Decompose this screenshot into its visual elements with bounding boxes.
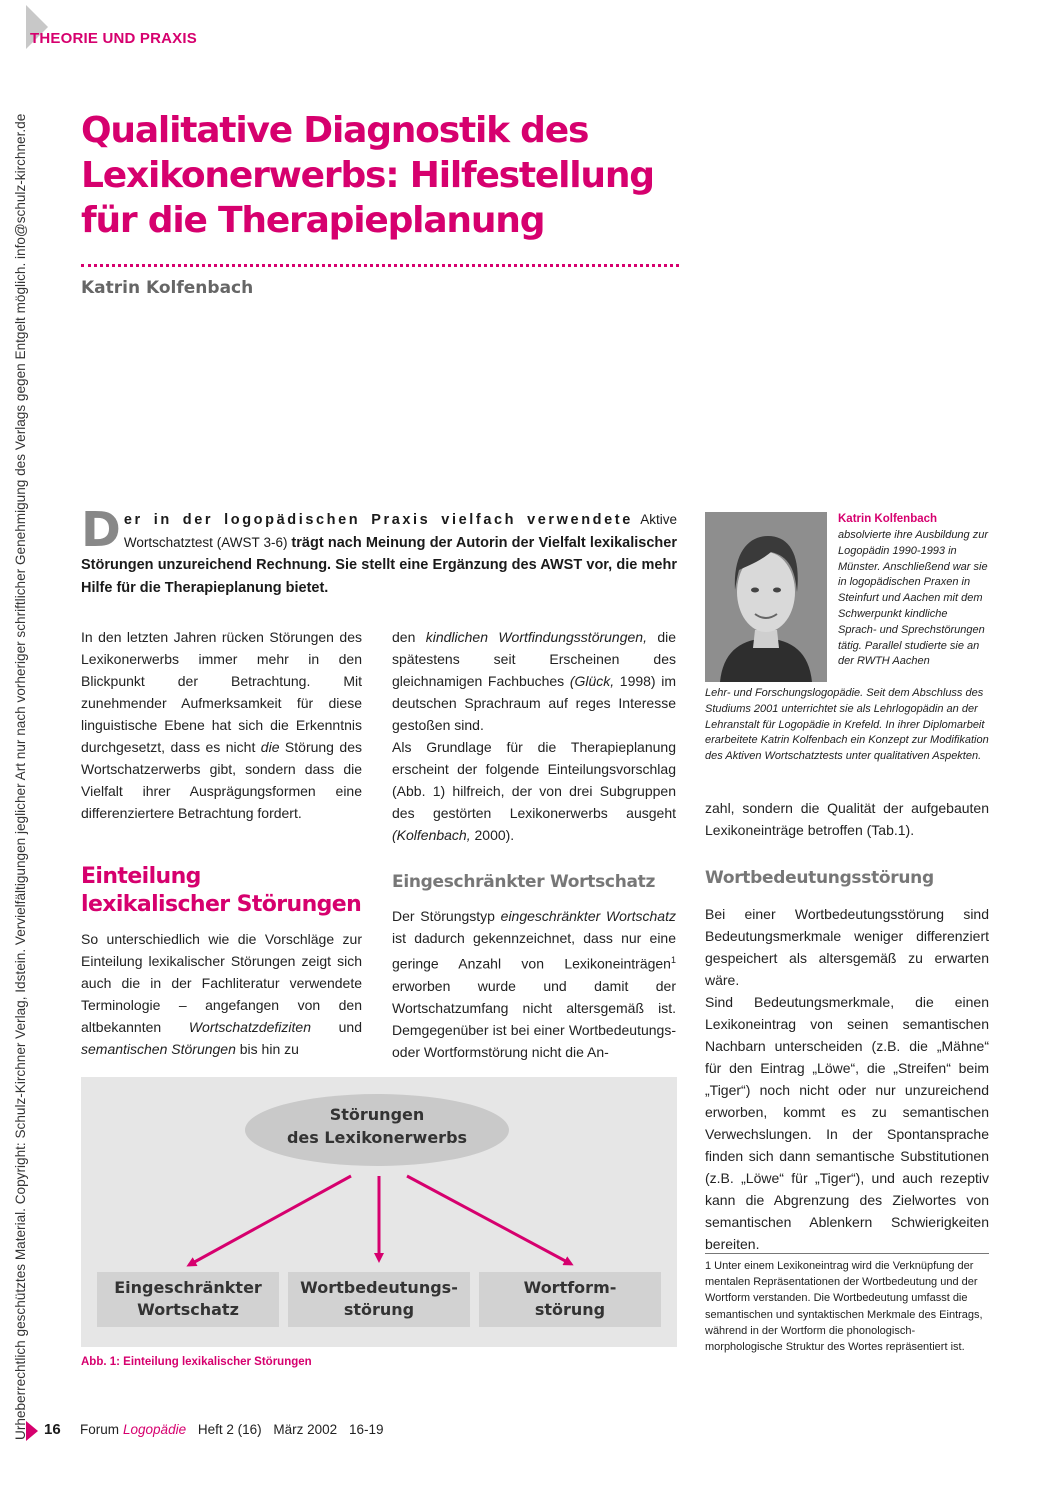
paragraph — [392, 626, 676, 736]
column3-text: zahl, sondern die Qualität der aufgebauten Lexikoneinträge betroffen (Tab.1). — [705, 800, 989, 838]
footnote-rule — [705, 1253, 989, 1254]
page-number: 16 — [44, 1421, 61, 1438]
text-run: In den letzten Jahren rücken Störungen des Lexikonerwerbs immer mehr in den Blickpunkt der Betrachtung. Mit zunehmender Aufmerksamkeit für diese linguistische Ebene hat sich die Erkenntnis durchgesetzt, dass es nicht — [81, 629, 362, 755]
heading-einteilung — [81, 863, 361, 919]
bio-text: absolvierte ihre Ausbildung zur Logopädin 1990-1993 in Münster. Anschließend war sie in logopädischen Praxen in Steinfurt und Aachen mit dem Schwerpunkt kindliche Sprach- und Sprechstörungen tätig. Parallel studierte sie an der RWTH Aachen — [838, 529, 989, 668]
lead-bold: er in der logopädischen Praxis vielfach verwendete — [123, 512, 633, 528]
wortbedeutung-text — [705, 903, 989, 1255]
text-run: Störung des Wortschatzerwerbs gibt, sondern dass die Vielfalt ihrer Ausprägungsformen eine differenziertere Betrachtung fordert. — [81, 739, 362, 821]
title-line: Qualitative Diagnostik des — [81, 110, 589, 151]
text-run-italic: die — [260, 739, 280, 755]
category-label: Wortschatz — [137, 1300, 239, 1319]
heading-line: lexikalischer Störungen — [81, 892, 362, 917]
footer-triangle-icon — [26, 1421, 38, 1441]
article-author: Katrin Kolfenbach — [81, 278, 254, 298]
root-node-label: des Lexikonerwerbs — [286, 1128, 468, 1147]
text-run-italic: (Kolfenbach, — [392, 827, 471, 843]
text-run: die spätestens seit Erscheinen des gleichnamigen Fachbuches — [392, 629, 677, 689]
drop-cap: D — [81, 502, 121, 558]
text-run-italic: Wortschatzdefiziten — [188, 1019, 311, 1035]
text-run: 2000). — [470, 827, 515, 843]
title-line: für die Therapieplanung — [81, 200, 545, 241]
issue: Heft 2 (16) — [197, 1422, 262, 1437]
einteilung-paragraph — [81, 928, 362, 1060]
text-run: 1998) im deutschen Sprachraum auf reges Interesse gestoßen sind. — [392, 673, 676, 733]
lead-bold: trägt nach Meinung der Autorin der Vielfalt lexikalischer Störungen unzureichend Rechnung. Sie stellt eine Ergänzung des AWST vor, die mehr Hilfe für die Therapieplanung bietet. — [81, 534, 677, 596]
text-run: bis hin zu — [235, 1041, 299, 1057]
footer-journal-info — [80, 1422, 392, 1437]
text-run: erworben wurde und damit der Wortschatzumfang nicht altersgemäß ist. Demgegenüber ist bei einer Wortbedeutungs- oder Wortformstörung nicht die An- — [392, 977, 676, 1060]
figure-caption: Abb. 1: Einteilung lexikalischer Störungen — [81, 1356, 312, 1368]
title-dotted-divider — [81, 264, 679, 267]
arrow-left — [189, 1176, 351, 1265]
category-label: Wortbedeutungs- — [300, 1278, 458, 1297]
vertical-copyright-notice: Urheberrechtlich geschütztes Material. Copyright: Schulz-Kirchner Verlag, Idstein. Vervielfältigungen jeglicher Art nur nach vorheriger schriftlicher Genehmigung des Verlags gegen Entgelt möglich. info@schulz-kirchner.de — [13, 113, 28, 1440]
bio-author-name: Katrin Kolfenbach — [838, 513, 938, 525]
journal-name: Forum — [80, 1422, 120, 1437]
author-photo — [705, 512, 827, 682]
text-run: Der Störungstyp — [392, 908, 501, 924]
text-run: ist dadurch gekennzeichnet, dass nur eine geringe Anzahl von Lexikoneinträgen — [392, 930, 676, 972]
date: März 2002 — [273, 1422, 338, 1437]
text-run-italic: (Glück, — [569, 673, 615, 689]
section-label: THEORIE UND PRAXIS — [30, 30, 197, 47]
heading-wortbedeutungsstoerung: Wortbedeutungsstörung — [705, 868, 934, 888]
category-label: Eingeschränkter — [114, 1278, 262, 1297]
text-run: und — [311, 1019, 362, 1035]
figure-diagram — [81, 1077, 677, 1347]
text-run-italic: kindlichen Wortfindungsstörungen, — [425, 629, 647, 645]
text-run: So unterschiedlich wie die Vorschläge zur Einteilung lexikalischer Störungen zeigt sich auch die in der Fachliteratur verwendete Terminologie – angefangen von den altbekannten — [81, 931, 362, 1035]
lead-normal: Aktive Wortschatztest (AWST 3-6) — [123, 512, 677, 550]
lead-paragraph — [81, 502, 677, 599]
category-label: störung — [343, 1300, 415, 1319]
page-range: 16-19 — [348, 1422, 384, 1437]
eingeschraenkt-paragraph — [392, 905, 676, 1063]
intro-paragraph — [81, 626, 362, 824]
arrow-right — [407, 1176, 571, 1264]
journal-name-italic: Logopädie — [123, 1422, 187, 1437]
category-label: störung — [534, 1300, 606, 1319]
column2-text — [392, 626, 676, 846]
footnote-marker: 1 — [670, 955, 676, 965]
text-run: den — [392, 629, 426, 645]
heading-eingeschraenkter-wortschatz: Eingeschränkter Wortschatz — [392, 872, 656, 892]
title-line: Lexikonerwerbs: Hilfestellung — [81, 155, 654, 196]
article-title — [81, 108, 681, 243]
category-label: Wortform- — [523, 1278, 617, 1297]
text-run-italic: eingeschränkter Wortschatz — [500, 908, 676, 924]
root-node-label: Störungen — [329, 1105, 425, 1124]
paragraph: Bei einer Wortbedeutungsstörung sind Bedeutungsmerkmale weniger differenziert gespeichert als altersgemäß zu erwarten wäre. — [705, 906, 989, 988]
paragraph — [392, 736, 676, 846]
bio-text-continued: Lehr- und Forschungslogopädie. Seit dem Abschluss des Studiums 2001 unterrichtet sie als Lehrlogopädin an der Lehranstalt für Logopädie in Krefeld. In ihrer Diplomarbeit erarbeitete Katrin Kolfenbach ein Konzept zur Modifikation des Aktiven Wortschatztests unter qualitativen Aspekten. — [705, 687, 989, 763]
text-run-italic: semantischen Störungen — [81, 1041, 236, 1057]
paragraph: Sind Bedeutungsmerkmale, die einen Lexikoneintrag von seinen semantischen Nachbarn unterscheiden (z.B. die „Mähne“ für den Eintrag „Löwe“, die „Streifen“ beim „Tiger“) noch nicht oder nur unzureichend erworben, kommt es zu semantischen Verwechslungen. In der Spontansprache finden sich dann semantische Substitutionen (z.B. „Löwe“ für „Tiger“), und auch rezeptiv kann die Abgrenzung des Zielwortes von semantischen Ablenkern Schwierigkeiten bereiten. — [705, 994, 989, 1252]
text-run: Als Grundlage für die Therapieplanung erscheint der folgende Einteilungsvorschlag (Abb. 1) hilfreich, der von drei Subgruppen des gestörten Lexikonerwerbs ausgeht — [392, 739, 676, 821]
portrait-image — [705, 512, 827, 682]
diagram-canvas — [81, 1077, 677, 1347]
footnote: 1 Unter einem Lexikoneintrag wird die Verknüpfung der mentalen Repräsentationen der Wortbedeutung und der Wortform verstanden. Die Wortbedeutung umfasst die semantischen und syntaktischen Merkmale des Eintrags, während in der Wortform die phonologisch-morphologische Struktur des Wortes repräsentiert ist. — [705, 1260, 983, 1354]
heading-line: Einteilung — [81, 864, 201, 889]
